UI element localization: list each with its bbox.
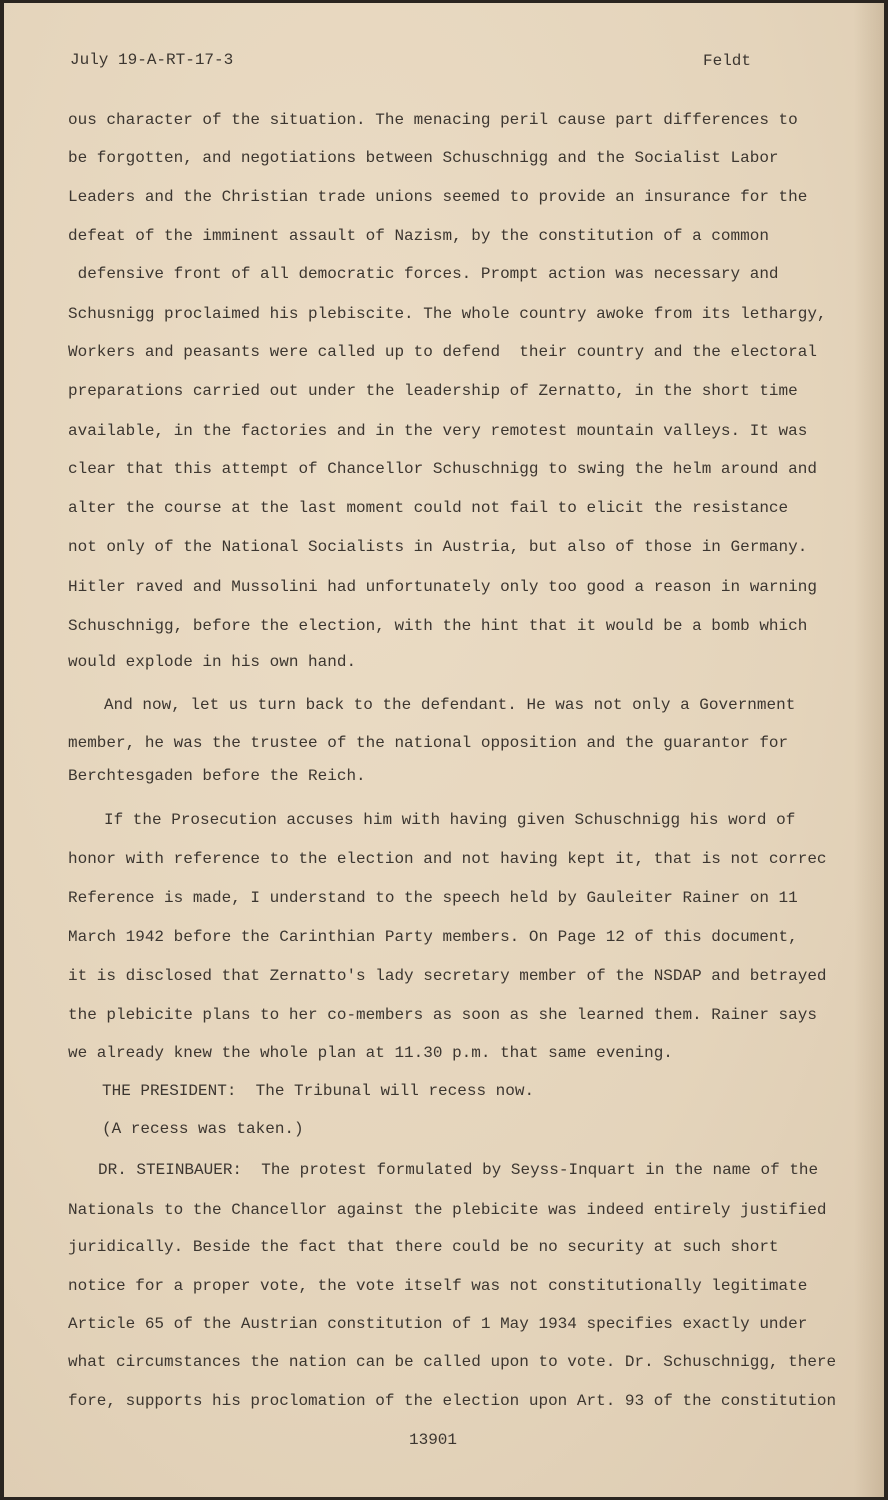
text-line: honor with reference to the election and not having kept it, that is not correc bbox=[68, 850, 827, 868]
text-line: Schuschnigg, before the election, with the hint that it would be a bomb which bbox=[68, 617, 808, 635]
text-line: Berchtesgaden before the Reich. bbox=[68, 767, 366, 785]
text-line: juridically. Beside the fact that there could be no security at such short bbox=[68, 1238, 779, 1256]
text-line: March 1942 before the Carinthian Party members. On Page 12 of this document, bbox=[68, 928, 798, 946]
text-line: we already knew the whole plan at 11.30 p.m. that same evening. bbox=[68, 1044, 673, 1062]
text-line: (A recess was taken.) bbox=[102, 1120, 304, 1138]
header-reference: July 19-A-RT-17-3 bbox=[70, 51, 234, 69]
text-line: available, in the factories and in the very remotest mountain valleys. It was bbox=[68, 422, 808, 440]
text-line: Nationals to the Chancellor against the plebicite was indeed entirely justified bbox=[68, 1201, 827, 1219]
text-line: clear that this attempt of Chancellor Schuschnigg to swing the helm around and bbox=[68, 460, 817, 478]
text-line: member, he was the trustee of the national opposition and the guarantor for bbox=[68, 734, 789, 752]
text-line: fore, supports his proclomation of the election upon Art. 93 of the constitution bbox=[68, 1392, 837, 1410]
text-line: alter the course at the last moment could not fail to elicit the resistance bbox=[68, 499, 789, 517]
text-line: Leaders and the Christian trade unions seemed to provide an insurance for the bbox=[68, 188, 808, 206]
text-line: And now, let us turn back to the defendant. He was not only a Government bbox=[104, 696, 796, 714]
document-page bbox=[4, 3, 884, 1497]
text-line: Schusnigg proclaimed his plebiscite. The whole country awoke from its lethargy, bbox=[68, 305, 827, 323]
text-line: Reference is made, I understand to the speech held by Gauleiter Rainer on 11 bbox=[68, 889, 798, 907]
text-line: preparations carried out under the leadership of Zernatto, in the short time bbox=[68, 382, 798, 400]
text-line: the plebicite plans to her co-members as soon as she learned them. Rainer says bbox=[68, 1006, 817, 1024]
text-line: be forgotten, and negotiations between Schuschnigg and the Socialist Labor bbox=[68, 149, 779, 167]
text-line: DR. STEINBAUER: The protest formulated by Seyss-Inquart in the name of the bbox=[98, 1161, 819, 1179]
text-line: ous character of the situation. The menacing peril cause part differences to bbox=[68, 111, 798, 129]
text-line: not only of the National Socialists in Austria, but also of those in Germany. bbox=[68, 538, 808, 556]
page-number: 13901 bbox=[409, 1431, 458, 1449]
text-line: Article 65 of the Austrian constitution of 1 May 1934 specifies exactly under bbox=[68, 1315, 808, 1333]
text-line: Workers and peasants were called up to defend their country and the electoral bbox=[68, 343, 817, 361]
text-line: If the Prosecution accuses him with having given Schuschnigg his word of bbox=[104, 811, 796, 829]
text-line: Hitler raved and Mussolini had unfortunately only too good a reason in warning bbox=[68, 578, 817, 596]
text-line: would explode in his own hand. bbox=[68, 653, 357, 671]
text-line: notice for a proper vote, the vote itself was not constitutionally legitimate bbox=[68, 1277, 808, 1295]
text-line: defensive front of all democratic forces. Prompt action was necessary and bbox=[68, 265, 779, 283]
text-line: it is disclosed that Zernatto's lady secretary member of the NSDAP and betrayed bbox=[68, 967, 827, 985]
text-line: what circumstances the nation can be called upon to vote. Dr. Schuschnigg, there bbox=[68, 1353, 837, 1371]
header-author: Feldt bbox=[703, 52, 752, 70]
text-line: THE PRESIDENT: The Tribunal will recess now. bbox=[102, 1082, 535, 1100]
text-line: defeat of the imminent assault of Nazism, by the constitution of a common bbox=[68, 227, 769, 245]
page-edge-shadow bbox=[854, 3, 884, 1497]
